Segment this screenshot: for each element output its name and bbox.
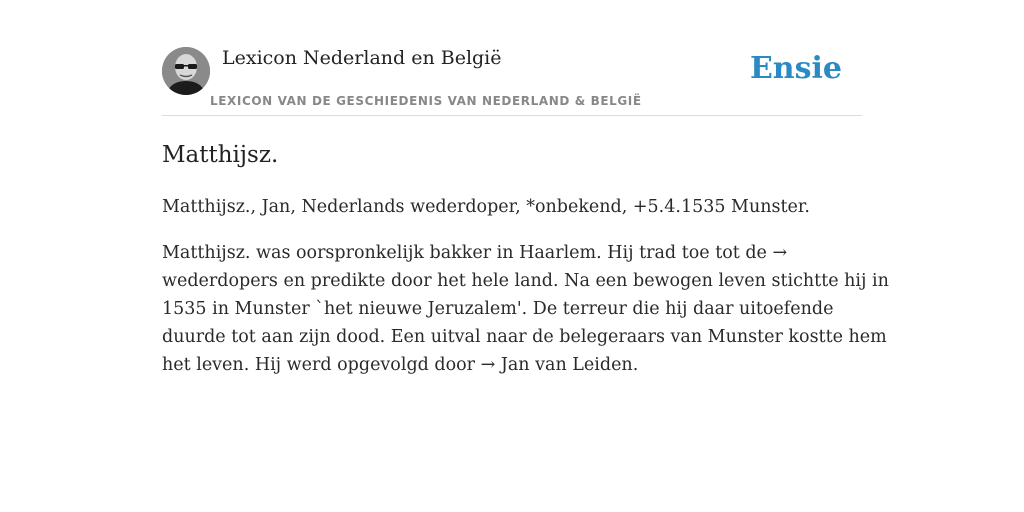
brand-logo[interactable]: Ensie xyxy=(749,51,842,86)
body-line xyxy=(162,239,862,267)
body-line xyxy=(162,267,889,295)
body-text: en predikte door het hele land. Na een bewogen leven stichtte hij in xyxy=(277,271,889,291)
article-title: Matthijsz. xyxy=(162,142,279,168)
author-avatar[interactable] xyxy=(162,47,210,95)
xref-arrow-link[interactable]: → xyxy=(772,243,788,263)
body-line xyxy=(162,351,862,379)
portrait-icon xyxy=(162,47,210,95)
site-header xyxy=(162,0,862,116)
article-lead: Matthijsz., Jan, Nederlands wederdoper, *onbekend, +5.4.1535 Munster. xyxy=(162,197,810,217)
body-text: het leven. Hij werd opgevolgd door xyxy=(162,355,481,375)
xref-link-wederdopers[interactable]: wederdopers xyxy=(162,271,278,291)
page xyxy=(162,0,889,512)
body-text: Matthijsz. was oorspronkelijk bakker in Haarlem. Hij trad toe tot de xyxy=(162,243,773,263)
body-text: . xyxy=(632,355,639,375)
site-title[interactable]: Lexicon Nederland en België xyxy=(222,47,502,69)
body-line: duurde tot aan zijn dood. Een uitval naar de belegeraars van Munster kostte hem xyxy=(162,327,887,347)
xref-link-jan-van-leiden[interactable]: → Jan van Leiden xyxy=(480,355,633,375)
article-body xyxy=(162,239,889,379)
body-line: 1535 in Munster `het nieuwe Jeruzalem'. De terreur die hij daar uitoefende xyxy=(162,299,834,319)
site-subtitle: LEXICON VAN DE GESCHIEDENIS VAN NEDERLAND & BELGIË xyxy=(210,94,642,108)
